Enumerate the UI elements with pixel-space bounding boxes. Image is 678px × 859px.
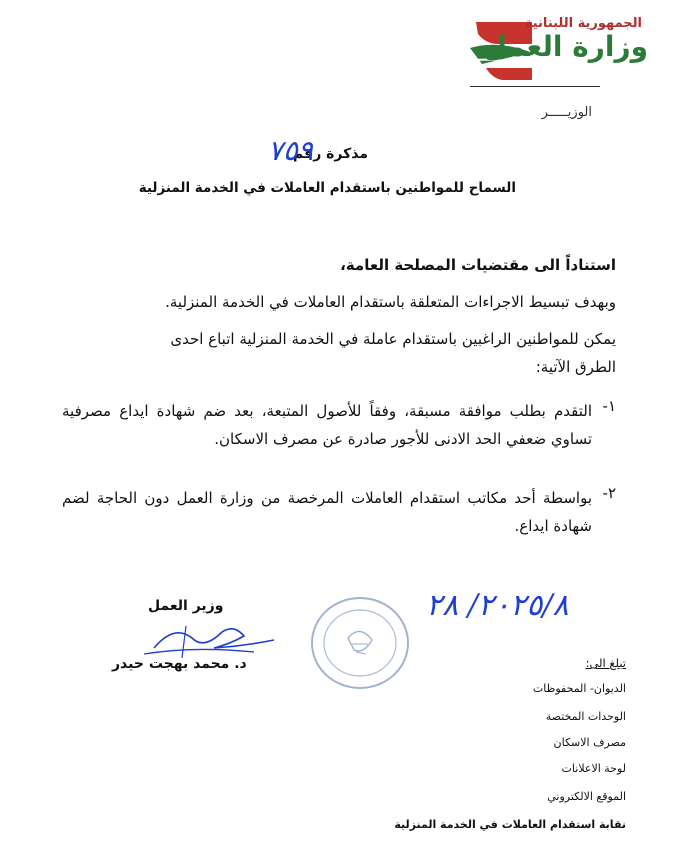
memo-subject: السماح للمواطنين باستقدام العاملات في الخدمة المنزلية xyxy=(138,180,516,196)
list-item-number: -٢ xyxy=(602,484,616,502)
official-stamp-icon xyxy=(308,594,412,692)
paragraph-preamble: استناداً الى مقتضيات المصلحة العامة، xyxy=(340,256,616,274)
paragraph-purpose: وبهدف تبسيط الاجراءات المتعلقة باستقدام العاملات في الخدمة المنزلية. xyxy=(165,293,616,311)
paragraph-intro-continued: الطرق الآتية: xyxy=(535,358,616,376)
distribution-recipient: الوحدات المختصة xyxy=(545,710,626,723)
distribution-recipient: نقابة استقدام العاملات في الخدمة المنزلية xyxy=(394,818,626,831)
distribution-recipient: الديوان- المحفوظات xyxy=(532,682,626,695)
handwritten-date: ٢٠٢٥/٨/ ٢٨ xyxy=(426,588,569,623)
memo-label: مذكرة رقم xyxy=(293,146,368,162)
distribution-recipient: الموقع الالكتروني xyxy=(547,790,626,803)
minister-office-title: الوزيـــــر xyxy=(541,105,592,120)
list-item: التقدم بطلب موافقة مسبقة، وفقاً للأصول المتبعة، بعد ضم شهادة ايداع مصرفية تساوي ضعفي الحد الادنى للأجور صادرة عن مصرف الاسكان. xyxy=(62,402,592,448)
signatory-name: د. محمد بهجت حيدر xyxy=(112,656,247,672)
distribution-recipient: لوحة الاعلانات xyxy=(561,762,626,775)
memo-number-handwritten: ٧٥٩ xyxy=(267,134,313,167)
ministry-name: وزارة العمل xyxy=(482,30,648,63)
republic-name: الجمهورية اللبنانية xyxy=(524,16,642,31)
header-divider xyxy=(470,86,600,87)
signatory-title: وزير العمل xyxy=(148,598,224,614)
list-item: بواسطة أحد مكاتب استقدام العاملات المرخصة من وزارة العمل دون الحاجة لضم شهادة ايداع. xyxy=(62,489,592,535)
distribution-title: تبلغ الى: xyxy=(585,656,626,670)
list-item-number: -١ xyxy=(602,397,616,415)
paragraph-intro: يمكن للمواطنين الراغبين باستقدام عاملة في الخدمة المنزلية اتباع احدى xyxy=(170,330,616,348)
distribution-recipient: مصرف الاسكان xyxy=(553,736,626,749)
